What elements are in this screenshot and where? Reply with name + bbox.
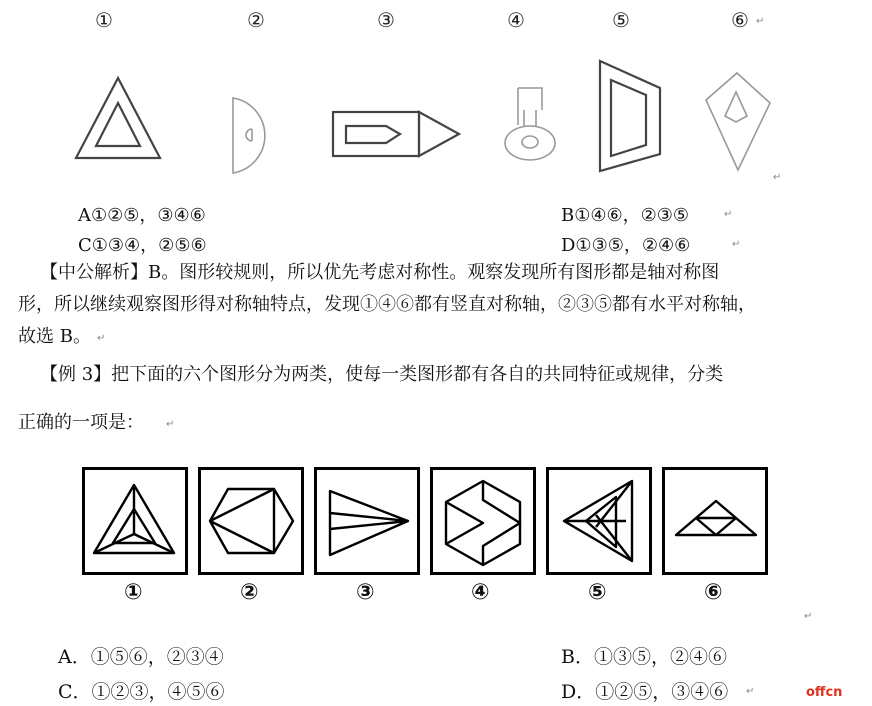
- figure-label-2: ②: [247, 8, 265, 32]
- bottom-figure-2: [198, 467, 304, 575]
- paragraph-mark: ↵: [746, 686, 755, 697]
- paragraph-mark: ↵: [732, 239, 741, 250]
- figure-label-1: ①: [95, 8, 113, 32]
- paragraph-mark: ↵: [166, 419, 175, 430]
- option-d-top: D①③⑤，②④⑥: [561, 235, 691, 256]
- figure-label-6: ⑥: [731, 8, 749, 32]
- analysis-line-3: 故选 B。: [18, 326, 91, 347]
- bottom-figure-6: [662, 467, 768, 575]
- option-a-top: A①②⑤，③④⑥: [78, 205, 206, 226]
- bottom-figure-4: [430, 467, 536, 575]
- figure-label-3: ③: [377, 8, 395, 32]
- paragraph-mark: ↵: [724, 209, 733, 220]
- bottom-label-5: ⑤: [588, 580, 607, 605]
- top-figure-3: [330, 102, 465, 162]
- figure-label-5: ⑤: [612, 8, 630, 32]
- bottom-figure-5: [546, 467, 652, 575]
- analysis-line-2: 形，所以继续观察图形得对称轴特点，发现①④⑥都有竖直对称轴，②③⑤都有水平对称轴，: [18, 294, 756, 315]
- bottom-label-4: ④: [471, 580, 490, 605]
- figure-label-4: ④: [507, 8, 525, 32]
- analysis-line-1: 【中公解析】B。图形较规则，所以优先考虑对称性。观察发现所有图形都是轴对称图: [40, 262, 720, 283]
- bottom-label-2: ②: [240, 580, 259, 605]
- option-b-bottom: B．①③⑤，②④⑥: [561, 646, 727, 668]
- bottom-figure-1: [82, 467, 188, 575]
- top-figure-1: [70, 72, 170, 162]
- bottom-label-1: ①: [124, 580, 143, 605]
- option-b-top: B①④⑥，②③⑤: [561, 205, 690, 226]
- paragraph-mark: ↵: [773, 172, 782, 183]
- option-d-bottom: D．①②⑤，③④⑥: [561, 681, 729, 703]
- top-figure-2: [228, 95, 288, 175]
- bottom-label-6: ⑥: [704, 580, 723, 605]
- option-a-bottom: A．①⑤⑥，②③④: [58, 646, 224, 668]
- option-c-top: C①③④，②⑤⑥: [78, 235, 207, 256]
- top-figure-4: [500, 85, 560, 165]
- offcn-watermark-logo: offcn: [806, 685, 843, 700]
- paragraph-mark: ↵: [756, 16, 765, 27]
- top-figure-5: [596, 58, 666, 178]
- paragraph-mark: ↵: [97, 333, 106, 344]
- bottom-figure-3: [314, 467, 420, 575]
- bottom-label-3: ③: [356, 580, 375, 605]
- example-line-2: 正确的一项是：: [18, 412, 144, 433]
- example-line-1: 【例 3】把下面的六个图形分为两类，使每一类图形都有各自的共同特征或规律，分类: [40, 364, 724, 385]
- paragraph-mark: ↵: [804, 611, 813, 622]
- top-figure-6: [700, 70, 775, 175]
- option-c-bottom: C．①②③，④⑤⑥: [58, 681, 225, 703]
